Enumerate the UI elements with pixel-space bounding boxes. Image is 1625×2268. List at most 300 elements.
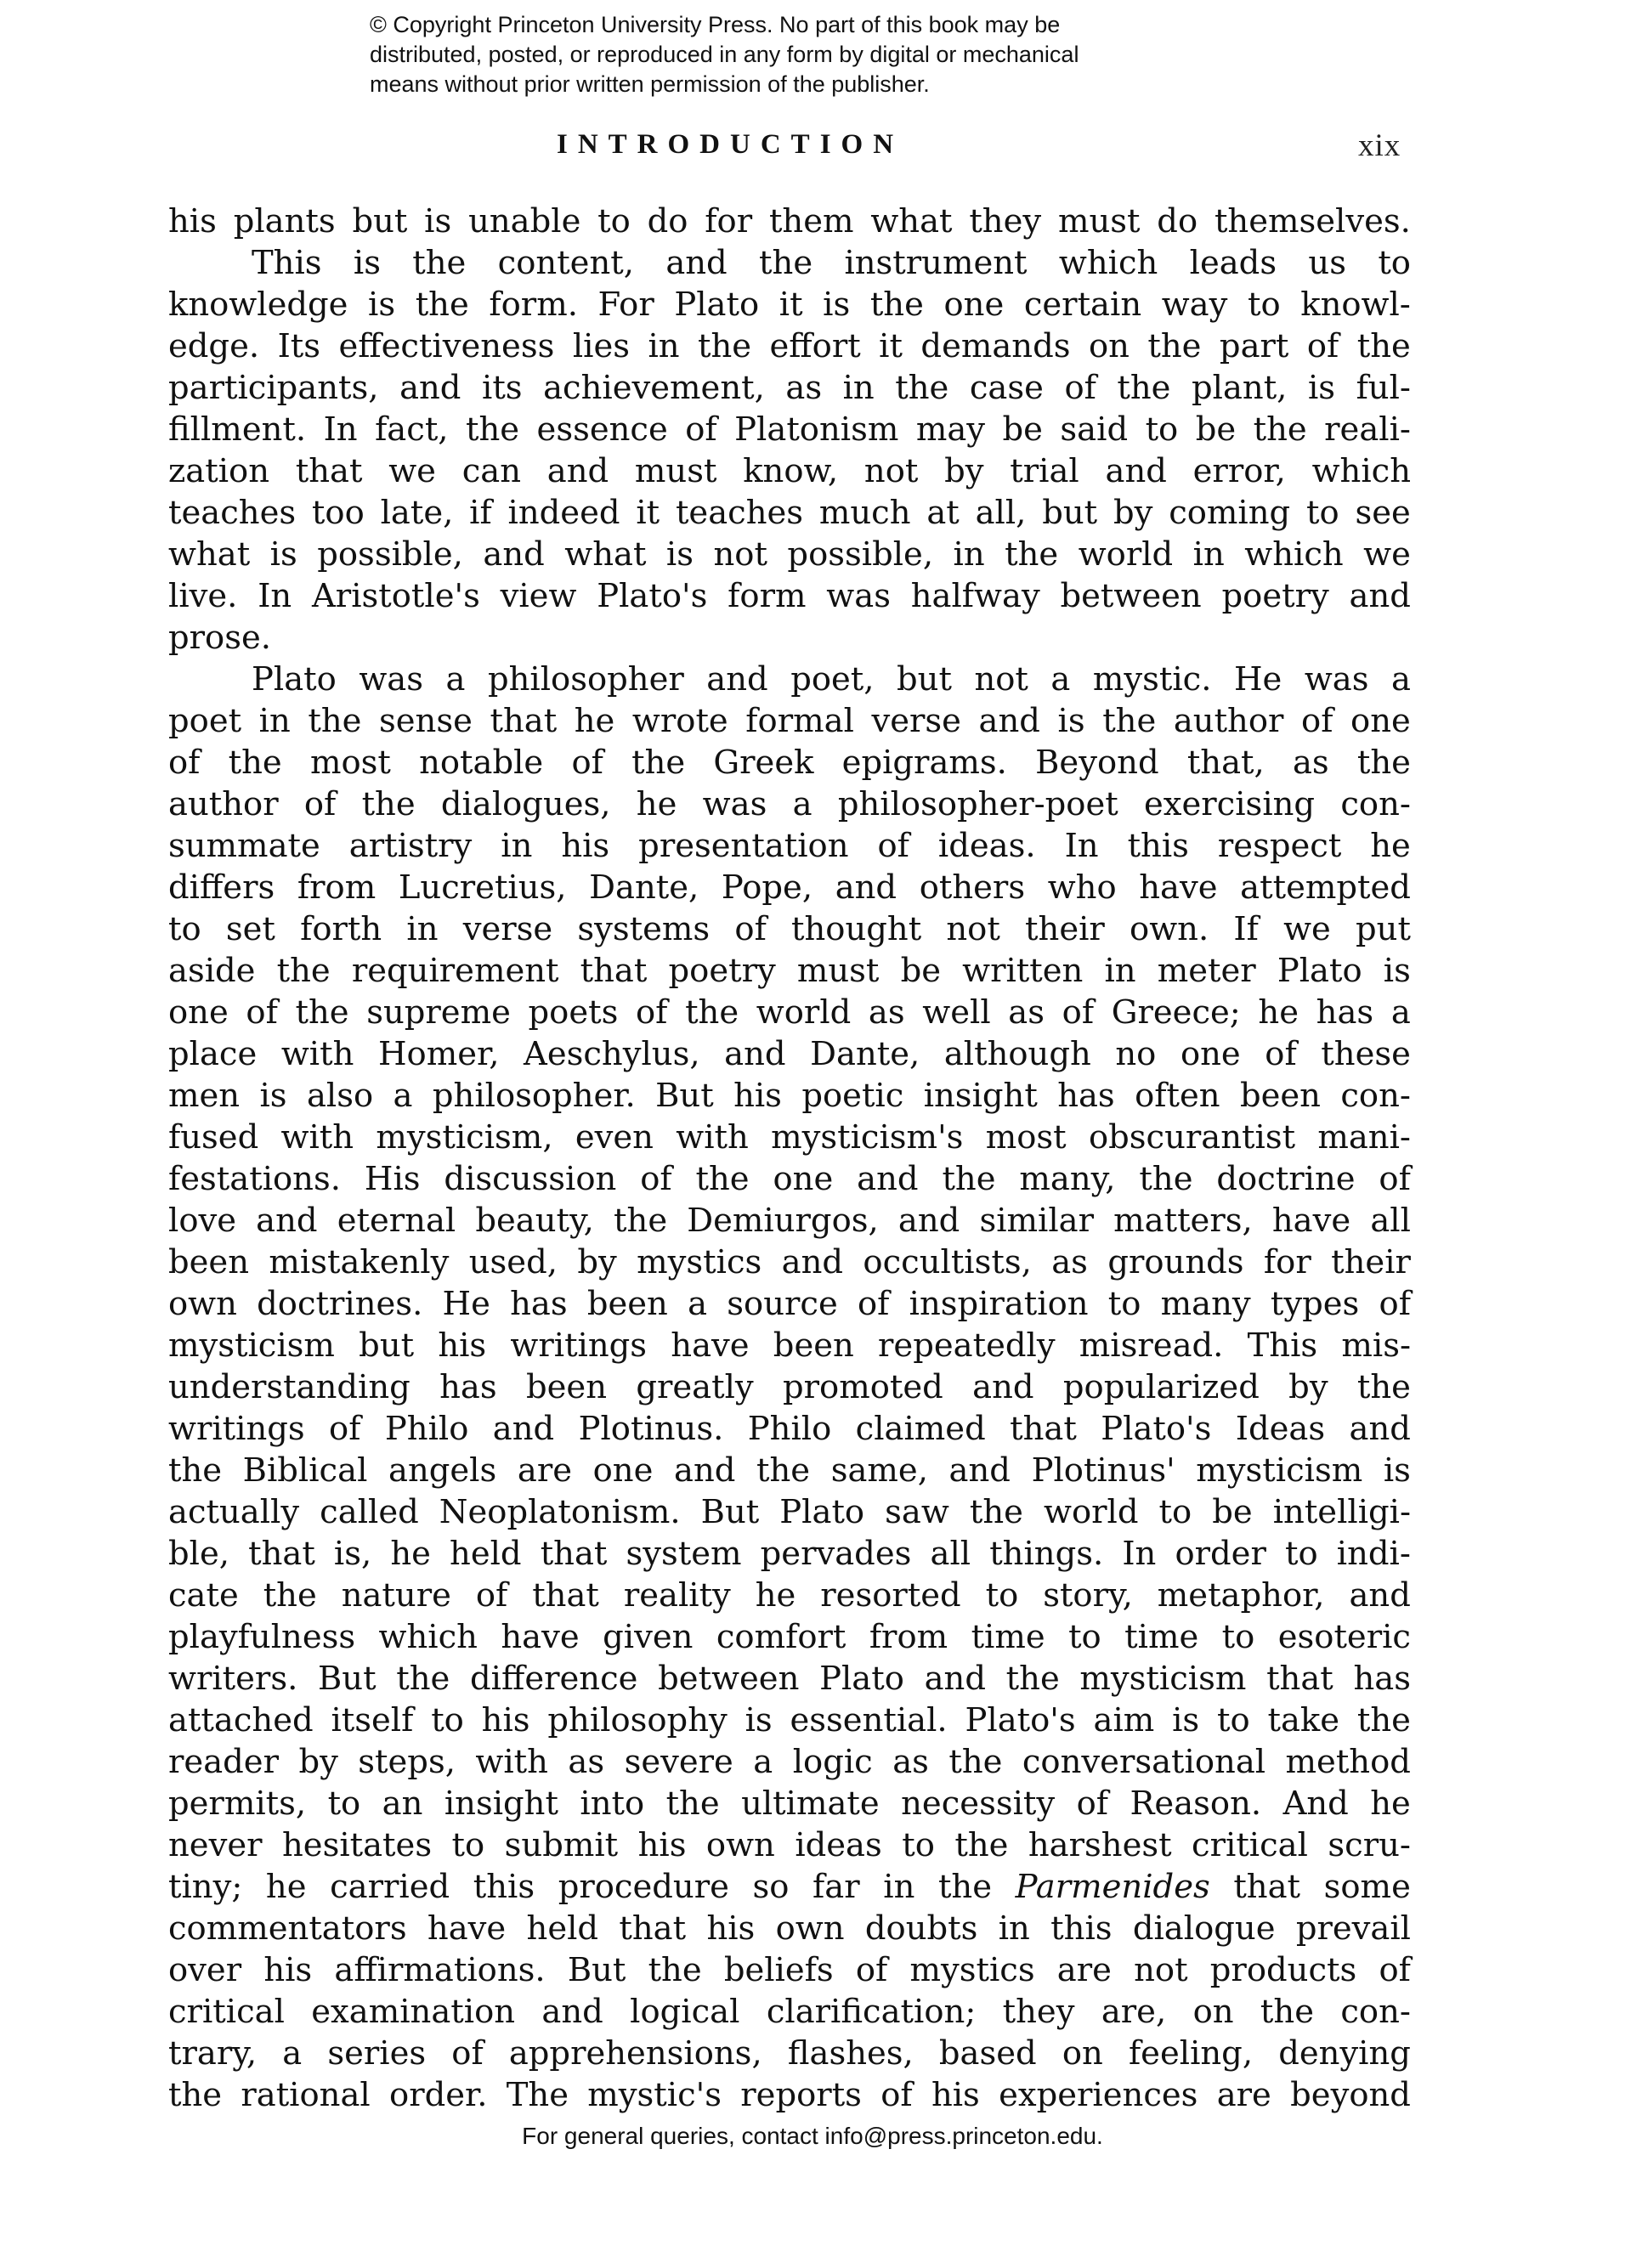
word: who xyxy=(1047,868,1117,907)
word: intelligi- xyxy=(1272,1493,1411,1531)
word: rational xyxy=(241,2076,371,2114)
text-line xyxy=(168,1117,1411,1158)
word: source xyxy=(727,1285,838,1323)
word: is xyxy=(665,535,694,574)
text-line xyxy=(168,1075,1411,1117)
word: that xyxy=(248,1535,315,1573)
word: been xyxy=(1239,1077,1321,1115)
footer-contact: For general queries, contact info@press.princeton.edu. xyxy=(522,2123,1103,2149)
word: and xyxy=(665,244,728,282)
word: logical xyxy=(630,1993,740,2031)
word: which xyxy=(1311,452,1411,490)
word: is xyxy=(1172,1701,1200,1739)
word: all xyxy=(930,1535,971,1573)
word: others xyxy=(919,868,1026,907)
word: The xyxy=(506,2076,569,2114)
word: it xyxy=(779,286,803,324)
word: their xyxy=(1331,1243,1411,1281)
word: the xyxy=(276,952,331,990)
word: as xyxy=(1292,744,1329,782)
word: not xyxy=(946,910,1000,948)
word: as xyxy=(892,1743,929,1781)
word: demands xyxy=(920,327,1071,365)
word: affirmations. xyxy=(334,1951,546,1989)
word: all xyxy=(1370,1202,1411,1240)
word: metaphor, xyxy=(1157,1576,1325,1615)
word: although xyxy=(943,1035,1091,1073)
word: is xyxy=(1383,1451,1411,1490)
word: method xyxy=(1285,1743,1411,1781)
word: prevail xyxy=(1295,1909,1411,1948)
word: is xyxy=(823,286,851,324)
word: sense xyxy=(379,702,473,740)
word: are xyxy=(1216,2076,1271,2114)
word: the xyxy=(954,1826,1009,1864)
word: matters, xyxy=(1113,1202,1253,1240)
word: that, xyxy=(1186,744,1265,782)
word: writings xyxy=(510,1326,648,1365)
word: into xyxy=(580,1784,645,1823)
word: philosophy xyxy=(547,1701,728,1739)
word: trial xyxy=(1010,452,1079,490)
word: story, xyxy=(1043,1576,1133,1615)
word: Ideas xyxy=(1235,1410,1326,1448)
word: understanding xyxy=(168,1368,410,1406)
word: his xyxy=(263,1951,313,1989)
word: Plotinus' xyxy=(1031,1451,1175,1490)
word: essence xyxy=(536,410,668,449)
word: presentation xyxy=(638,827,849,865)
word: have xyxy=(671,1326,750,1365)
word: the xyxy=(895,369,949,407)
word: the xyxy=(1139,1160,1193,1198)
word: In xyxy=(323,410,358,449)
word: beliefs xyxy=(723,1951,834,1989)
word: by xyxy=(298,1743,338,1781)
word: must xyxy=(796,952,880,990)
word: that xyxy=(540,1535,608,1573)
word: the xyxy=(1356,1701,1411,1739)
text-line xyxy=(168,450,1411,492)
word: are, xyxy=(1101,1993,1167,2031)
word: said xyxy=(1060,410,1129,449)
word: has xyxy=(1057,1077,1115,1115)
word: the xyxy=(263,1576,317,1615)
word: the xyxy=(412,244,467,282)
word: on xyxy=(1192,1993,1234,2031)
word: is xyxy=(259,1077,287,1115)
word: know, xyxy=(743,452,839,490)
word: writings xyxy=(168,1410,305,1448)
word: of xyxy=(855,1951,888,1989)
word: they xyxy=(1002,1993,1075,2031)
word: denying xyxy=(1278,2034,1411,2073)
word: but xyxy=(359,1326,415,1365)
word: and xyxy=(857,1160,919,1198)
word: But xyxy=(655,1077,714,1115)
word: of xyxy=(857,1285,890,1323)
word: difference xyxy=(470,1660,638,1698)
word: discussion xyxy=(444,1160,617,1198)
word: the xyxy=(168,2076,223,2114)
word: author xyxy=(168,785,279,823)
word: an xyxy=(382,1784,423,1823)
word: themselves. xyxy=(1214,202,1411,240)
word: have xyxy=(1139,868,1218,907)
word: one xyxy=(1180,1035,1241,1073)
word: the xyxy=(614,1202,668,1240)
word: forth xyxy=(300,910,382,948)
word: a xyxy=(445,660,466,698)
word: trary, xyxy=(168,2034,258,2073)
text-line xyxy=(168,284,1411,325)
word: requirement xyxy=(351,952,559,990)
word: and xyxy=(835,868,897,907)
word: nature xyxy=(341,1576,451,1615)
word: to xyxy=(1284,1535,1318,1573)
word: this xyxy=(1127,827,1189,865)
word: His xyxy=(364,1160,421,1198)
word: and xyxy=(1349,1410,1411,1448)
text-line xyxy=(168,534,1411,575)
word: of xyxy=(640,1160,672,1198)
word: the xyxy=(1253,410,1307,449)
word: been xyxy=(773,1326,854,1365)
word: of xyxy=(475,1576,508,1615)
word: mystic's xyxy=(587,2076,722,2114)
word: the xyxy=(1117,369,1171,407)
word: the xyxy=(308,702,362,740)
text-line xyxy=(168,242,1411,284)
text-line xyxy=(168,700,1411,742)
word: most xyxy=(985,1118,1067,1157)
word: them xyxy=(768,202,854,240)
word: teaches xyxy=(675,494,804,532)
word: been xyxy=(168,1243,250,1281)
word: Demiurgos, xyxy=(687,1202,879,1240)
word: doctrines. xyxy=(257,1285,423,1323)
word: and xyxy=(256,1202,318,1240)
word: the xyxy=(1356,1368,1411,1406)
word: own xyxy=(775,1909,845,1948)
word: verse xyxy=(462,910,553,948)
word: a xyxy=(792,785,812,823)
word: a xyxy=(688,1285,708,1323)
word: be xyxy=(900,952,941,990)
word: on xyxy=(1088,327,1130,365)
word: coming xyxy=(1169,494,1291,532)
text-line xyxy=(168,825,1411,867)
word: the xyxy=(396,1660,450,1698)
word: order xyxy=(1175,1535,1266,1573)
word: con- xyxy=(1340,785,1411,823)
word: differs xyxy=(168,868,275,907)
word: and xyxy=(541,1993,603,2031)
word: repeatedly xyxy=(878,1326,1056,1365)
word: put xyxy=(1356,910,1411,948)
word: at xyxy=(926,494,960,532)
word: been xyxy=(525,1368,607,1406)
word: clarification; xyxy=(766,1993,977,2031)
word: Neoplatonism. xyxy=(439,1493,681,1531)
word: wrote xyxy=(631,702,728,740)
word: of xyxy=(734,910,767,948)
word: on xyxy=(1062,2034,1103,2073)
word: to xyxy=(1306,494,1339,532)
text-line xyxy=(168,908,1411,950)
word: severe xyxy=(624,1743,733,1781)
word: examination xyxy=(311,1993,516,2031)
word: often xyxy=(1135,1077,1220,1115)
word: a xyxy=(393,1077,413,1115)
word: which xyxy=(378,1618,478,1656)
text-line xyxy=(168,1700,1411,1741)
word: apprehensions, xyxy=(508,2034,762,2073)
word: aim xyxy=(1093,1701,1155,1739)
word: aside xyxy=(168,952,256,990)
word: Aristotle's xyxy=(311,577,480,615)
word: misread. xyxy=(1079,1326,1224,1365)
word: be xyxy=(1212,1493,1253,1531)
word: one xyxy=(943,286,1005,324)
word: certain xyxy=(1023,286,1142,324)
word: between xyxy=(658,1660,800,1698)
word: to xyxy=(327,1784,361,1823)
word: poetic xyxy=(801,1077,904,1115)
word: knowledge xyxy=(168,286,348,324)
word: he xyxy=(636,785,677,823)
word: the xyxy=(969,1493,1023,1531)
word: exercising xyxy=(1144,785,1316,823)
word: commentators xyxy=(168,1909,407,1948)
word: to xyxy=(1221,1618,1255,1656)
word: Philo xyxy=(747,1410,832,1448)
word: written xyxy=(962,952,1084,990)
text-line xyxy=(168,992,1411,1033)
word: of xyxy=(168,744,201,782)
word: thought xyxy=(791,910,922,948)
word: mystics xyxy=(637,1243,762,1281)
word: the xyxy=(937,1868,993,1906)
word: he xyxy=(390,1535,431,1573)
word: given xyxy=(603,1618,694,1656)
word: In xyxy=(258,577,292,615)
word: Aeschylus, xyxy=(524,1035,700,1073)
word: to xyxy=(168,910,201,948)
word: of xyxy=(1301,702,1333,740)
word: with xyxy=(280,1035,354,1073)
word: the xyxy=(1005,535,1059,574)
word: he xyxy=(1370,1784,1411,1823)
word: insight xyxy=(444,1784,558,1823)
word: If xyxy=(1233,910,1259,948)
word: mysticism xyxy=(168,1326,335,1365)
running-head: INTRODUCTION xyxy=(557,129,904,160)
word: we xyxy=(1283,910,1331,948)
word: we xyxy=(1363,535,1411,574)
word: from xyxy=(297,868,377,907)
word: instrument xyxy=(844,244,1028,282)
word: too xyxy=(311,494,365,532)
word: Plato xyxy=(819,1660,904,1698)
word: must xyxy=(1057,202,1141,240)
word: ideas. xyxy=(937,827,1036,865)
word: flashes, xyxy=(787,2034,914,2073)
text-line xyxy=(168,575,1411,617)
word: fact, xyxy=(375,410,449,449)
word: is, xyxy=(333,1535,372,1573)
word: to xyxy=(1378,244,1411,282)
word: possible, xyxy=(787,535,934,574)
word: have xyxy=(427,1909,507,1948)
word: In xyxy=(1122,1535,1157,1573)
word: not xyxy=(713,535,767,574)
word: edge. xyxy=(168,327,260,365)
text-line xyxy=(168,2033,1411,2074)
word: can xyxy=(461,452,522,490)
text-line xyxy=(168,1949,1411,1991)
word: And xyxy=(1282,1784,1349,1823)
word: Plato xyxy=(779,1493,865,1531)
word: the xyxy=(415,286,469,324)
word: the xyxy=(648,1951,702,1989)
word: unable xyxy=(468,202,581,240)
text-line xyxy=(168,1616,1411,1658)
word: inspiration xyxy=(909,1285,1089,1323)
text-line xyxy=(168,1908,1411,1949)
word: and xyxy=(706,660,768,698)
word: of xyxy=(246,993,278,1032)
text-line xyxy=(168,1325,1411,1366)
word: is xyxy=(1307,369,1336,407)
text-line xyxy=(168,201,1411,242)
text-line xyxy=(168,1200,1411,1241)
word: he xyxy=(1370,827,1411,865)
word: artistry xyxy=(348,827,473,865)
word: lies xyxy=(572,327,630,365)
word: and xyxy=(1349,577,1411,615)
word: most xyxy=(309,744,391,782)
word: a xyxy=(753,1743,773,1781)
word: own. xyxy=(1130,910,1209,948)
word: to xyxy=(902,1826,935,1864)
word: called xyxy=(320,1493,419,1531)
word: Homer, xyxy=(377,1035,500,1073)
word: necessity xyxy=(901,1784,1056,1823)
word: but xyxy=(352,202,408,240)
word: by xyxy=(1288,1368,1328,1406)
word: his xyxy=(481,1701,530,1739)
word: and xyxy=(1349,1576,1411,1615)
copyright-line: means without prior written permission of the publisher. xyxy=(370,71,930,97)
word: this xyxy=(473,1868,535,1906)
word: is xyxy=(1383,952,1411,990)
word: similar xyxy=(979,1202,1094,1240)
word: Parmenides xyxy=(1015,1868,1210,1906)
text-line xyxy=(168,950,1411,992)
word: over xyxy=(168,1951,242,1989)
word: live. xyxy=(168,577,238,615)
word: pervades xyxy=(760,1535,912,1573)
word: popularized xyxy=(1062,1368,1260,1406)
word: way xyxy=(1161,286,1228,324)
word: poets xyxy=(528,993,619,1032)
word: not xyxy=(1134,1951,1188,1989)
word: as xyxy=(868,993,905,1032)
word: it xyxy=(879,327,903,365)
word: and xyxy=(674,1451,736,1490)
word: the xyxy=(295,993,349,1032)
word: of xyxy=(451,2034,484,2073)
word: zation xyxy=(168,452,269,490)
text-line xyxy=(168,1866,1411,1908)
word: he xyxy=(755,1576,796,1615)
word: in xyxy=(1192,535,1225,574)
word: his xyxy=(438,1326,487,1365)
word: scru- xyxy=(1328,1826,1411,1864)
word: the xyxy=(1356,327,1411,365)
word: well xyxy=(922,993,991,1032)
word: the xyxy=(228,744,282,782)
word: have xyxy=(1271,1202,1351,1240)
word: system xyxy=(626,1535,742,1573)
word: achievement, xyxy=(543,369,765,407)
word: the xyxy=(685,993,739,1032)
word: the xyxy=(1260,1993,1314,2031)
word: the xyxy=(361,785,416,823)
text-line xyxy=(168,1366,1411,1408)
word: permits, xyxy=(168,1784,307,1823)
word: conversational xyxy=(1022,1743,1266,1781)
word: in xyxy=(953,535,985,574)
word: mani- xyxy=(1317,1118,1411,1157)
word: beauty, xyxy=(475,1202,594,1240)
word: and xyxy=(546,452,609,490)
word: must xyxy=(634,452,717,490)
word: halfway xyxy=(910,577,1040,615)
word: his xyxy=(168,202,217,240)
word: he xyxy=(1258,993,1299,1032)
word: Platonism xyxy=(734,410,899,449)
word: the xyxy=(1147,327,1202,365)
word: effort xyxy=(769,327,861,365)
word: his xyxy=(733,1077,782,1115)
word: and xyxy=(724,1035,786,1073)
word: form xyxy=(728,577,807,615)
word: and xyxy=(897,1202,960,1240)
word: what xyxy=(564,535,647,574)
copyright-line: distributed, posted, or reproduced in any form by digital or mechanical xyxy=(370,42,1079,67)
word: dialogues, xyxy=(440,785,611,823)
word: has xyxy=(1353,1660,1411,1698)
word: of xyxy=(1306,327,1339,365)
word: and xyxy=(924,1660,986,1698)
text-line xyxy=(168,1575,1411,1616)
word: be xyxy=(1195,410,1237,449)
word: he xyxy=(265,1868,307,1906)
text-line xyxy=(168,1491,1411,1533)
word: and xyxy=(972,1368,1034,1406)
word: grounds xyxy=(1107,1243,1244,1281)
word: error, xyxy=(1192,452,1286,490)
word: poetry xyxy=(668,952,776,990)
word: philosopher. xyxy=(432,1077,636,1115)
word: author xyxy=(1173,702,1284,740)
word: view xyxy=(500,577,577,615)
word: ble, xyxy=(168,1535,229,1573)
word: of xyxy=(685,410,717,449)
text-line xyxy=(168,1283,1411,1325)
